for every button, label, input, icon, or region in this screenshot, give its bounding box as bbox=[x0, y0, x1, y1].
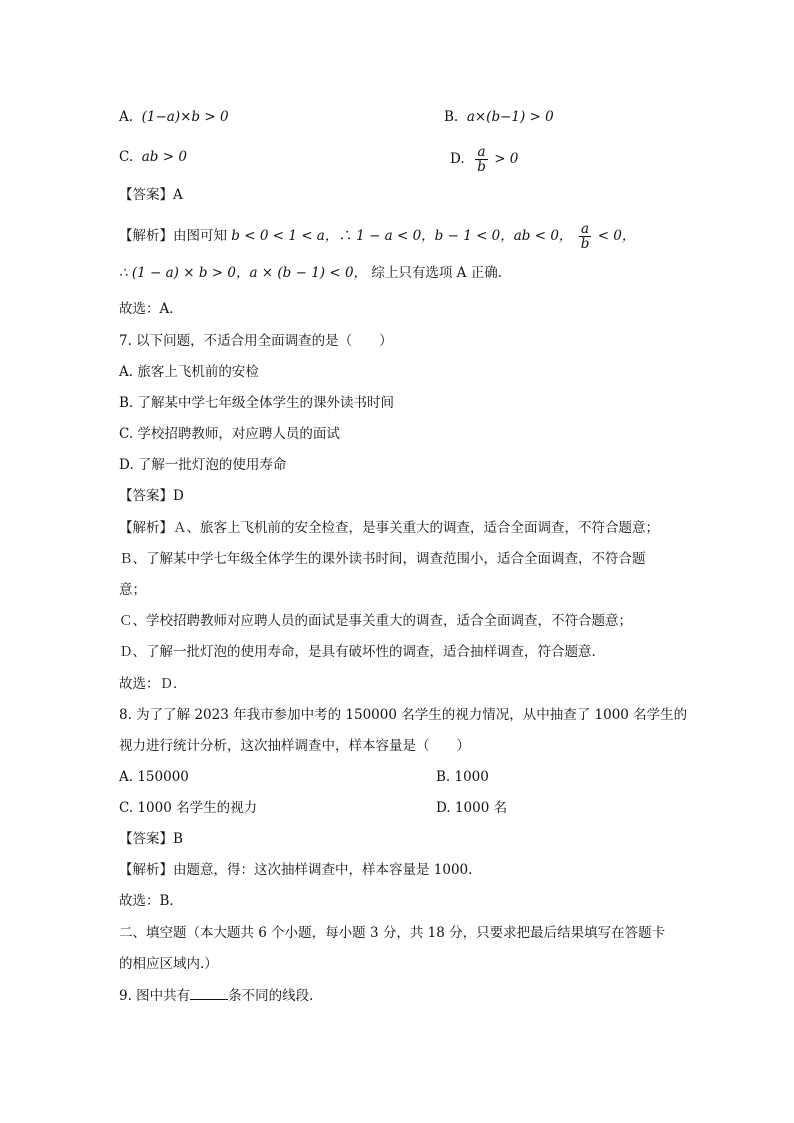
q9-stem bbox=[119, 985, 313, 1006]
q6-answer: 【答案】A bbox=[119, 187, 183, 203]
q7-analysis-line: Ｄ、了解一批灯泡的使用寿命，是具有破坏性的调查，适合抽样调查，符合题意. bbox=[119, 644, 596, 660]
fraction-numerator: a bbox=[475, 145, 488, 160]
section-2-heading-line1: 二、填空题（本大题共 6 个小题，每小题 3 分，共 18 分，只要求把最后结果填写在答题卡 bbox=[119, 925, 666, 941]
q8-option-b: B. 1000 bbox=[436, 769, 489, 785]
option-label: B. bbox=[444, 109, 459, 125]
q6-option-c bbox=[119, 147, 187, 167]
q7-analysis-line: Ｃ、学校招聘教师对应聘人员的面试是事关重大的调查，适合全面调查，不符合题意； bbox=[119, 613, 632, 629]
q6-analysis-line2 bbox=[119, 263, 502, 283]
analysis-expr: < 0， bbox=[597, 228, 636, 244]
q8-stem-line1: 8. 为了了解 2023 年我市参加中考的 150000 名学生的视力情况，从中抽查了 1000 名学生的 bbox=[119, 707, 688, 723]
option-label: D. bbox=[450, 151, 465, 167]
q9-text-post: 条不同的线段. bbox=[228, 988, 314, 1004]
q6-option-d bbox=[450, 145, 518, 174]
q6-option-a bbox=[119, 107, 229, 127]
q6-option-b bbox=[444, 107, 554, 127]
analysis-tag: 【解析】 bbox=[119, 228, 173, 244]
fraction bbox=[475, 145, 488, 174]
q7-analysis-line: 意； bbox=[119, 582, 146, 598]
q7-option-c: C. 学校招聘教师，对应聘人员的面试 bbox=[119, 426, 340, 442]
option-expr: ab > 0 bbox=[141, 149, 187, 165]
q8-stem-line2: 视力进行统计分析，这次抽样调查中，样本容量是（ ） bbox=[119, 738, 470, 754]
q7-stem: 7. 以下问题，不适合用全面调查的是（ ） bbox=[119, 333, 393, 349]
option-label: A. bbox=[119, 109, 134, 125]
q8-option-c: C. 1000 名学生的视力 bbox=[119, 800, 258, 816]
option-expr: (1−a)×b > 0 bbox=[141, 109, 229, 125]
q7-analysis-line: 【解析】Ａ、旅客上飞机前的安全检查，是事关重大的调查，适合全面调查，不符合题意； bbox=[119, 520, 659, 536]
q9-text-pre: 9. 图中共有 bbox=[119, 988, 191, 1004]
option-label: C. bbox=[119, 149, 134, 165]
q6-analysis-line1 bbox=[119, 222, 635, 251]
fraction-numerator: a bbox=[579, 222, 592, 237]
q7-option-b: B. 了解某中学七年级全体学生的课外读书时间 bbox=[119, 395, 395, 411]
q9-answer-blank bbox=[190, 985, 228, 1000]
q7-choose: 故选：Ｄ． bbox=[119, 676, 187, 692]
analysis-expr: b < 0 < 1 < a，∴ 1 − a < 0，b − 1 < 0，ab < 0， bbox=[231, 228, 573, 244]
section-2-heading-line2: 的相应区域内.） bbox=[119, 956, 218, 972]
q8-analysis: 【解析】由题意，得：这次抽样调查中，样本容量是 1000. bbox=[119, 862, 473, 878]
q8-option-d: D. 1000 名 bbox=[436, 800, 508, 816]
q7-option-a: A. 旅客上飞机前的安检 bbox=[119, 364, 259, 380]
fraction bbox=[579, 222, 592, 251]
q7-option-d: D. 了解一批灯泡的使用寿命 bbox=[119, 457, 287, 473]
fraction-denominator: b bbox=[477, 159, 486, 175]
q7-analysis-line: Ｂ、了解某中学七年级全体学生的课外读书时间，调查范围小，适合全面调查，不符合题 bbox=[119, 551, 646, 567]
analysis-expr: ∴ (1 − a) × b > 0，a × (b − 1) < 0， bbox=[119, 265, 368, 281]
q6-choose: 故选：A． bbox=[119, 301, 183, 317]
analysis-text: 综上只有选项 A 正确. bbox=[371, 265, 502, 281]
analysis-text: 由图可知 bbox=[173, 228, 227, 244]
fraction-denominator: b bbox=[580, 236, 590, 252]
option-expr: a×(b−1) > 0 bbox=[466, 109, 554, 125]
q7-answer: 【答案】D bbox=[119, 488, 184, 504]
q8-choose: 故选：B． bbox=[119, 893, 183, 909]
q8-option-a: A. 150000 bbox=[119, 769, 189, 785]
q8-answer: 【答案】B bbox=[119, 831, 183, 847]
option-expr: > 0 bbox=[494, 151, 519, 167]
